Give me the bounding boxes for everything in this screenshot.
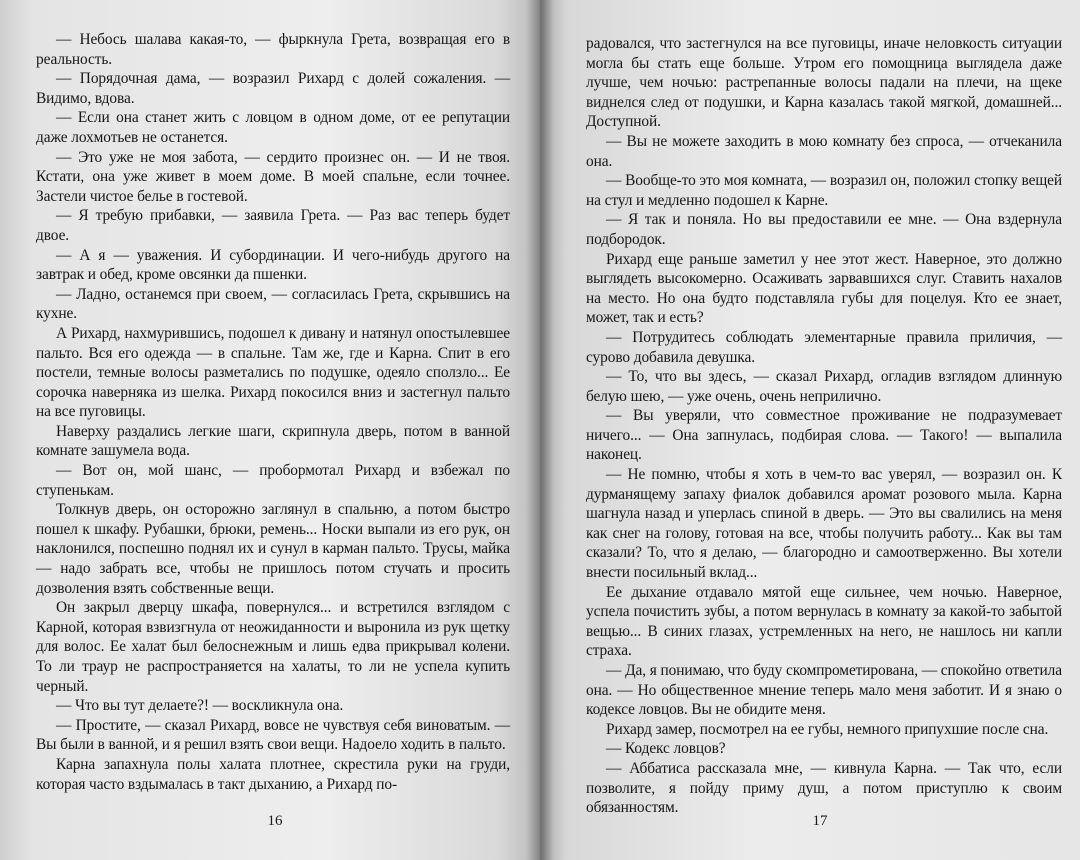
paragraph: Наверху раздались легкие шаги, скрипнула дверь, потом в ванной комнате зашумела вода. [36, 422, 510, 460]
paragraph: Карна запахнула полы халата плотнее, скрестила руки на груди, которая часто вздымалась в такт дыханию, а Рихард по- [36, 755, 510, 793]
right-page-text [586, 34, 1062, 818]
paragraph: — Небось шалава какая-то, — фыркнула Грета, возвращая его в реальность. [36, 31, 510, 68]
paragraph: — Да, я понимаю, что буду скомпрометирована, — спокойно ответила она. — Но общественное мнение теперь мало меня заботит. И я знаю о кодексе ловцов. Вы не обидите меня. [586, 662, 1062, 719]
paragraph: — Если она станет жить с ловцом в одном доме, от ее репутации даже лохмотьев не останется. [36, 109, 510, 146]
paragraph: Он закрыл дверцу шкафа, повернулся... и встретился взглядом с Карной, которая взвизгнула от неожиданности и выронила из рук щетку для волос. Ее халат был белоснежным и лишь едва прикрывал колени. То ли траур не распространяется на халаты, то ли не успела купить черный. [36, 599, 510, 695]
paragraph: — Порядочная дама, — возразил Рихард с долей сожаления. — Видимо, вдова. [36, 70, 510, 107]
paragraph: — Вот он, мой шанс, — пробормотал Рихард и взбежал по ступенькам. [36, 462, 510, 499]
right-page [540, 0, 1080, 860]
paragraph: радовался, что застегнулся на все пуговицы, иначе неловкость ситуации могла бы стать еще больше. Утром его помощница выглядела даже лучше, чем ночью: растрепанные волосы падали на плечи, на щеке виднелся след от подушки, и Карна казалась такой мягкой, домашней... Доступной. [586, 35, 1062, 131]
paragraph: — А я — уважения. И субординации. И чего-нибудь другого на завтрак и обед, кроме овсянки да пшенки. [36, 246, 510, 284]
paragraph: — То, что вы здесь, — сказал Рихард, огладив взглядом длинную белую шею, — уже очень, очень неприлично. [586, 368, 1062, 405]
paragraph: — Потрудитесь соблюдать элементарные правила приличия, — сурово добавила девушка. [586, 328, 1062, 366]
paragraph: — Что вы тут делаете?! — воскликнула она. [56, 697, 344, 715]
paragraph: А Рихард, нахмурившись, подошел к дивану и натянул опостылевшее пальто. Вся его одежда — в спальне. Там же, где и Карна. Спит в его постели, темные волосы разметались по подушке, одеяло сползло... Ее сорочка наверняка из шелка. Рихард покосился вниз и застегнул пальто на все пуговицы. [36, 324, 510, 421]
paragraph: Рихард замер, посмотрел на ее губы, немного припухшие после сна. [606, 720, 1049, 738]
paragraph: — Кодекс ловцов? [606, 740, 726, 758]
paragraph: Рихард еще раньше заметил у нее этот жест. Наверное, это должно выглядеть высокомерно. Осаживать зарвавшихся слуг. Ставить нахалов на место. Но она будто подставляла губы для поцелуя. Кто ее знает, может, так и есть? [586, 250, 1062, 327]
right-page-number: 17 [812, 813, 828, 829]
paragraph: — Ладно, останемся при своем, — согласилась Грета, скрывшись на кухне. [36, 285, 510, 323]
paragraph: — Это уже не моя забота, — сердито произнес он. — И не твоя. Кстати, она уже живет в моем доме. В моей спальне, если точнее. Застели чистое белье в гостевой. [36, 148, 510, 205]
paragraph: Толкнув дверь, он осторожно заглянул в спальню, а потом быстро пошел к шкафу. Рубашки, брюки, ремень... Носки выпали из его рук, он наклонился, поспешно поднял их и сунул в карман пальто. Трусы, майка — надо забрать все, чтобы не пришлось потом стучать и просить дозволения взять собственные вещи. [36, 501, 510, 597]
paragraph: — Я так и поняла. Но вы предоставили ее мне. — Она вздернула подбородок. [586, 211, 1062, 248]
paragraph: Ее дыхание отдавало мятой еще сильнее, чем ночью. Наверное, успела почистить зубы, а потом вернулась в комнату за какой-то забытой вещью... В синих глазах, устремленных на него, не нашлось ни капли страха. [586, 583, 1062, 660]
left-page-number: 16 [267, 813, 283, 829]
paragraph: — Вообще-то это моя комната, — возразил он, положил стопку вещей на стул и медленно подошел к Карне. [586, 172, 1062, 209]
paragraph: — Не помню, чтобы я хоть в чем-то вас уверял, — возразил он. К дурманящему запаху фиалок добавился аромат розового мыла. Карна шагнула назад и уперлась спиной в дверь. — Это вы свалились на меня как снег на голову, готовая на все, чтобы получить работу... Как вы там сказали? То, что я делаю, — благородно и самоотверженно. Вы хотели внести посильный вклад... [586, 466, 1062, 582]
paragraph: — Вы не можете заходить в мою комнату без спроса, — отчеканила она. [586, 132, 1062, 170]
left-page-text [36, 30, 510, 794]
paragraph: — Аббатиса рассказала мне, — кивнула Карна. — Так что, если позволите, я пойду приму душ, а потом приступлю к своим обязанностям. [586, 759, 1062, 817]
paragraph: — Простите, — сказал Рихард, вовсе не чувствуя себя виноватым. — Вы были в ванной, и я решил взять свои вещи. Надоело ходить в пальто. [36, 716, 510, 754]
paragraph: — Я требую прибавки, — заявила Грета. — Раз вас теперь будет двое. [36, 207, 510, 244]
paragraph: — Вы уверяли, что совместное проживание не подразумевает ничего... — Она запнулась, подбирая слова. — Такого! — выпалила наконец. [586, 407, 1062, 464]
